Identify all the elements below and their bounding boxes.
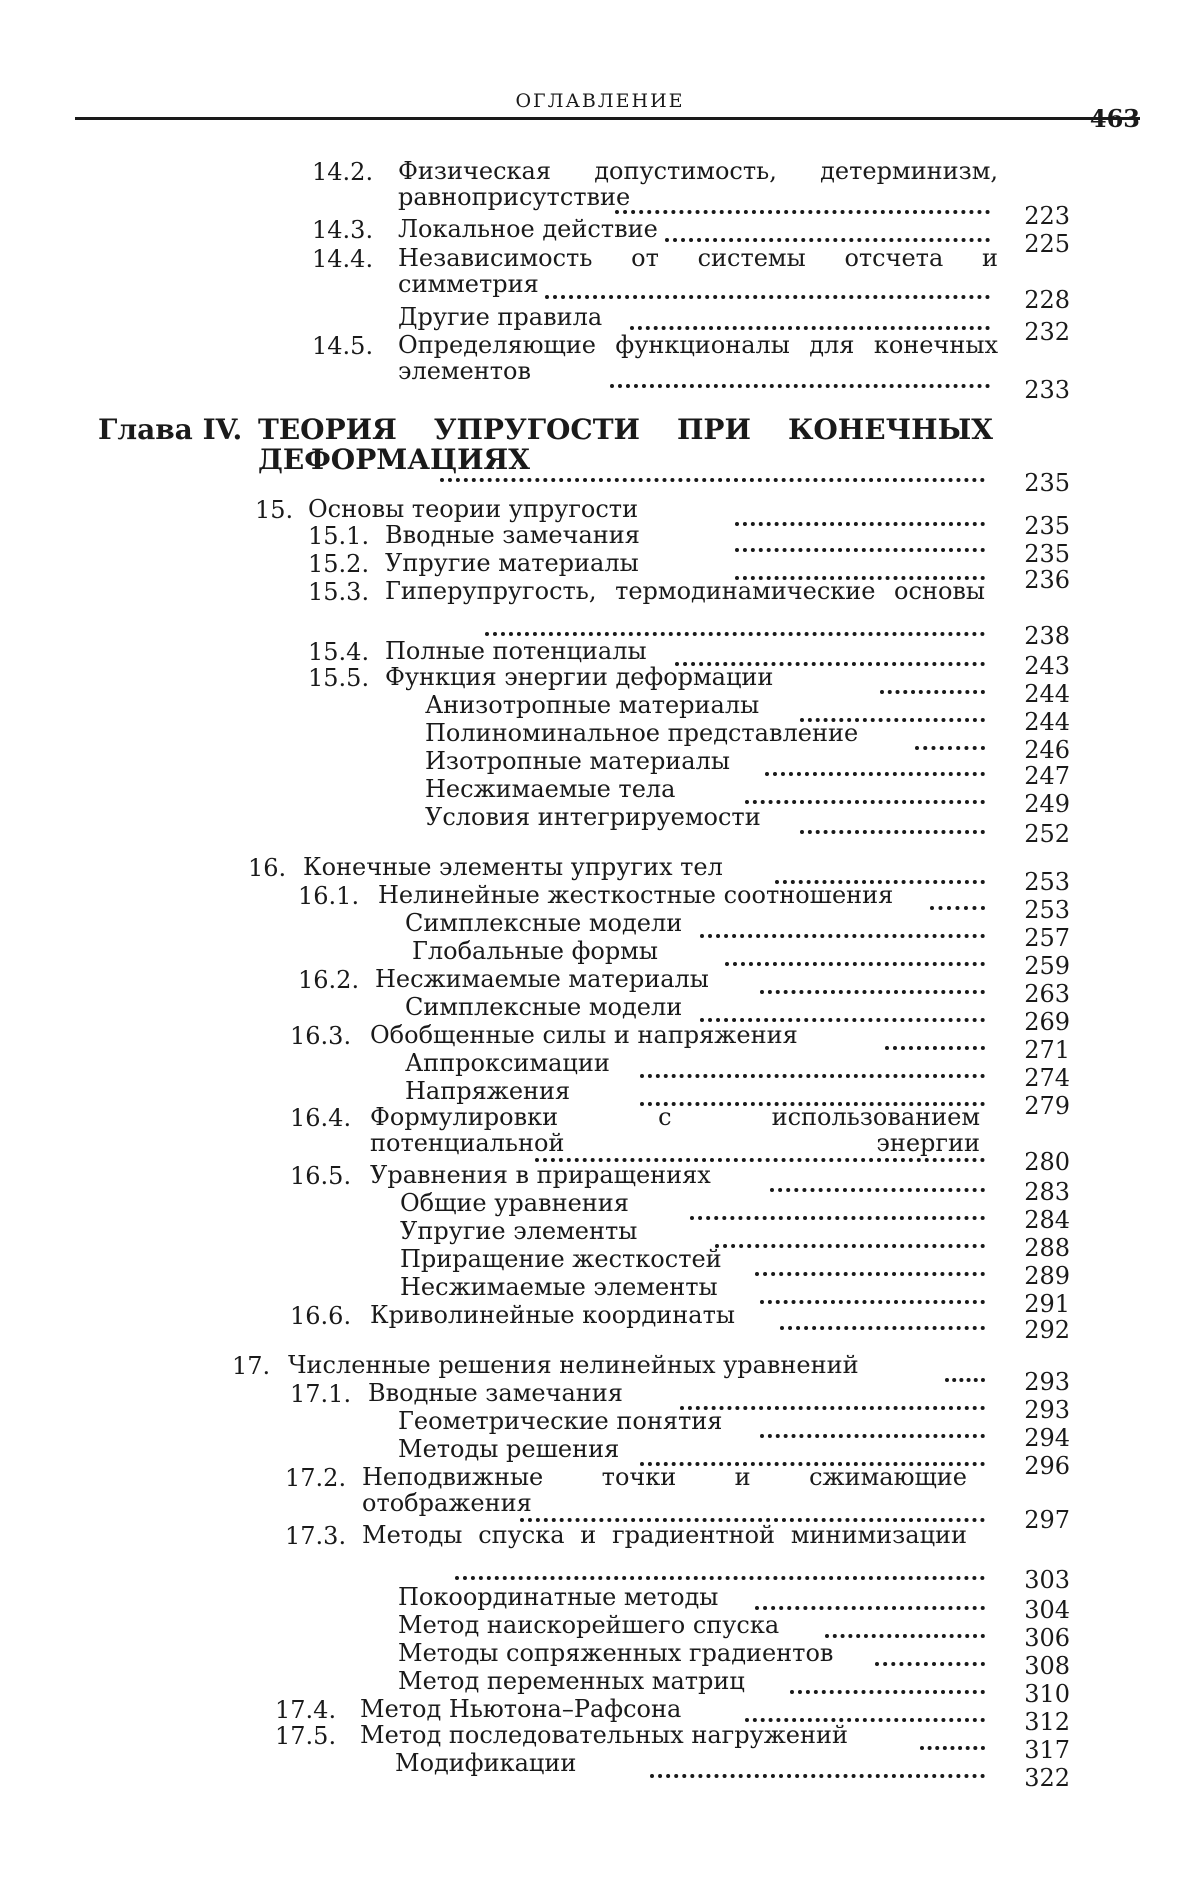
toc-entry-page: 257: [1024, 924, 1070, 952]
toc-entry-title: Анизотропные материалы: [425, 691, 760, 719]
toc-entry-page: 249: [1024, 790, 1070, 818]
toc-entry-page: 246: [1024, 736, 1070, 764]
toc-entry-title: Физическая допустимость, детерминизм, равноприсутствие: [398, 157, 998, 211]
toc-entry-title: Метод последовательных нагружений: [360, 1721, 848, 1749]
toc-entry-page: 253: [1024, 868, 1070, 896]
dot-leader: [485, 632, 985, 636]
toc-entry-title: Другие правила: [398, 303, 603, 331]
toc-entry-title: Покоординатные методы: [398, 1583, 719, 1611]
toc-entry-page: 322: [1024, 1764, 1070, 1792]
toc-entry-page: 225: [1024, 230, 1070, 258]
dot-leader: [930, 906, 985, 910]
toc-entry-page: 317: [1024, 1736, 1070, 1764]
toc-entry-page: 235: [1024, 512, 1070, 540]
toc-entry-page: 304: [1024, 1596, 1070, 1624]
toc-entry-title: Методы спуска и градиентной минимизации: [362, 1521, 967, 1549]
toc-entry-number: 17.2.: [285, 1464, 347, 1492]
toc-entry-title: Основы теории упругости: [308, 495, 639, 523]
dot-leader: [735, 522, 985, 526]
toc-entry-number: 16.2.: [298, 966, 360, 994]
dot-leader: [545, 295, 990, 299]
toc-entry-page: 289: [1024, 1262, 1070, 1290]
dot-leader: [920, 1746, 985, 1750]
toc-entry-title: Вводные замечания: [368, 1379, 623, 1407]
dot-leader: [885, 1046, 985, 1050]
dot-leader: [780, 1326, 985, 1330]
toc-entry-title: Криволинейные координаты: [370, 1301, 735, 1329]
toc-entry-number: 16.3.: [290, 1022, 352, 1050]
dot-leader: [880, 690, 985, 694]
toc-entry-page: 247: [1024, 762, 1070, 790]
toc-entry-title: Симплексные модели: [405, 909, 683, 937]
dot-leader: [650, 1774, 985, 1778]
dot-leader: [630, 326, 990, 330]
dot-leader: [760, 1434, 985, 1438]
dot-leader: [760, 990, 985, 994]
toc-entry-page: 294: [1024, 1424, 1070, 1452]
toc-entry-number: 14.3.: [312, 216, 374, 244]
toc-entry-title: Упругие материалы: [385, 549, 639, 577]
toc-entry-page: 283: [1024, 1178, 1070, 1206]
toc-entry-number: 15.2.: [308, 550, 370, 578]
dot-leader: [770, 1188, 985, 1192]
toc-entry-title: Методы сопряженных градиентов: [398, 1639, 834, 1667]
toc-entry-title: Конечные элементы упругих тел: [303, 853, 723, 881]
toc-entry-page: 238: [1024, 622, 1070, 650]
toc-entry-title: Изотропные материалы: [425, 747, 730, 775]
toc-entry-title: Условия интегрируемости: [425, 803, 761, 831]
toc-entry-page: 244: [1024, 708, 1070, 736]
toc-entry-page: 271: [1024, 1036, 1070, 1064]
dot-leader: [455, 1576, 985, 1580]
toc-entry-page: 280: [1024, 1148, 1070, 1176]
toc-entry-title: Упругие элементы: [400, 1217, 638, 1245]
toc-entry-title: Определяющие функционалы для конечных элементов: [398, 331, 998, 385]
toc-entry-title: Модификации: [395, 1749, 577, 1777]
toc-entry-page: 269: [1024, 1008, 1070, 1036]
dot-leader: [825, 1634, 985, 1638]
toc-entry-page: 306: [1024, 1624, 1070, 1652]
toc-entry-title: Несжимаемые тела: [425, 775, 676, 803]
toc-entry-page: 233: [1024, 376, 1070, 404]
toc-entry-page: 312: [1024, 1708, 1070, 1736]
toc-entry-number: 16.5.: [290, 1162, 352, 1190]
dot-leader: [755, 1606, 985, 1610]
toc-entry-page: 310: [1024, 1680, 1070, 1708]
toc-entry-number: 15.: [255, 496, 294, 524]
toc-entry-title: Симплексные модели: [405, 993, 683, 1021]
toc-entry-page: 297: [1024, 1506, 1070, 1534]
toc-entry-page: 293: [1024, 1368, 1070, 1396]
toc-entry-title: Полные потенциалы: [385, 637, 647, 665]
toc-entry-number: 17.: [232, 1352, 271, 1380]
toc-entry-number: 14.5.: [312, 332, 374, 360]
toc-entry-page: 252: [1024, 820, 1070, 848]
toc-entry-page: 253: [1024, 896, 1070, 924]
toc-entry-title: Функция энергии деформации: [385, 663, 774, 691]
dot-leader: [665, 238, 990, 242]
toc-entry-page: 235: [1024, 540, 1070, 568]
toc-entry-title: Несжимаемые элементы: [400, 1273, 718, 1301]
toc-entry-page: 284: [1024, 1206, 1070, 1234]
dot-leader: [745, 800, 985, 804]
dot-leader: [725, 962, 985, 966]
toc-entry-page: 296: [1024, 1452, 1070, 1480]
dot-leader: [945, 1378, 985, 1382]
toc-entry-title: Глобальные формы: [412, 937, 658, 965]
toc-entry-title: Приращение жесткостей: [400, 1245, 722, 1273]
toc-entry-page: 263: [1024, 980, 1070, 1008]
toc-entry-number: 15.4.: [308, 638, 370, 666]
toc-entry-page: 236: [1024, 566, 1070, 594]
dot-leader: [610, 384, 990, 388]
dot-leader: [755, 1272, 985, 1276]
toc-entry-title: Метод наискорейшего спуска: [398, 1611, 780, 1639]
toc-entry-number: 14.2.: [312, 158, 374, 186]
dot-leader: [440, 478, 985, 482]
toc-entry-page: 279: [1024, 1092, 1070, 1120]
toc-entry-title: Метод переменных матриц: [398, 1667, 745, 1695]
dot-leader: [700, 934, 985, 938]
dot-leader: [765, 772, 985, 776]
toc-entry-number: 15.5.: [308, 664, 370, 692]
dot-leader: [790, 1690, 985, 1694]
toc-entry-title: Общие уравнения: [400, 1189, 629, 1217]
toc-entry-title: Локальное действие: [398, 215, 658, 243]
toc-entry-title: Вводные замечания: [385, 521, 640, 549]
toc-entry-page: 223: [1024, 202, 1070, 230]
toc-entry-title: ТЕОРИЯ УПРУГОСТИ ПРИ КОНЕЧНЫХ ДЕФОРМАЦИЯХ: [258, 413, 993, 476]
toc-entry-title: Уравнения в приращениях: [370, 1161, 711, 1189]
dot-leader: [915, 746, 985, 750]
toc-entry-number: 16.4.: [290, 1104, 352, 1132]
toc-entry-title: Гиперупругость, термодинамические основы: [385, 577, 985, 605]
dot-leader: [615, 210, 990, 214]
toc-entry-title: Неподвижные точки и сжимающие отображения: [362, 1463, 967, 1517]
toc-entry-title: Независимость от системы отсчета и симметрия: [398, 244, 998, 298]
toc-entry-title: Формулировки с использованием потенциальной энергии: [370, 1103, 980, 1157]
toc-entry-page: 292: [1024, 1316, 1070, 1344]
dot-leader: [875, 1662, 985, 1666]
toc-entry-page: 244: [1024, 680, 1070, 708]
toc-entry-title: Напряжения: [405, 1077, 571, 1105]
toc-entry-number: 17.5.: [275, 1722, 337, 1750]
toc-entry-title: Аппроксимации: [405, 1049, 610, 1077]
toc-entry-page: 288: [1024, 1234, 1070, 1262]
toc-entry-title: Обобщенные силы и напряжения: [370, 1021, 798, 1049]
toc-entry-page: 243: [1024, 652, 1070, 680]
toc-entry-number: 17.1.: [290, 1380, 352, 1408]
dot-leader: [735, 548, 985, 552]
dot-leader: [640, 1074, 985, 1078]
toc-entry-title: Несжимаемые материалы: [375, 965, 709, 993]
toc-entry-number: Глава IV.: [98, 413, 243, 446]
toc-entry-page: 259: [1024, 952, 1070, 980]
toc-entry-number: 16.6.: [290, 1302, 352, 1330]
toc-entry-title: Полиноминальное представление: [425, 719, 859, 747]
dot-leader: [690, 1216, 985, 1220]
toc-entry-number: 17.4.: [275, 1696, 337, 1724]
page-number: 463: [1089, 104, 1140, 133]
toc-entry-number: 17.3.: [285, 1522, 347, 1550]
toc-entry-page: 228: [1024, 286, 1070, 314]
toc-entry-title: Численные решения нелинейных уравнений: [288, 1351, 859, 1379]
toc-entry-page: 293: [1024, 1396, 1070, 1424]
toc-entry-title: Методы решения: [398, 1435, 620, 1463]
toc-entry-page: 232: [1024, 318, 1070, 346]
toc-entry-number: 16.1.: [298, 882, 360, 910]
toc-entry-page: 235: [1024, 469, 1070, 497]
toc-entry-number: 16.: [248, 854, 287, 882]
dot-leader: [715, 1244, 985, 1248]
dot-leader: [800, 830, 985, 834]
toc-entry-page: 308: [1024, 1652, 1070, 1680]
running-header-title: ОГЛАВЛЕНИЕ: [515, 90, 685, 112]
toc-entry-number: 15.3.: [308, 578, 370, 606]
toc-entry-title: Нелинейные жесткостные соотношения: [378, 881, 894, 909]
toc-entry-number: 14.4.: [312, 245, 374, 273]
toc-entry-page: 291: [1024, 1290, 1070, 1318]
toc-entry-title: Метод Ньютона–Рафсона: [360, 1695, 682, 1723]
toc-entry-page: 303: [1024, 1566, 1070, 1594]
toc-entry-title: Геометрические понятия: [398, 1407, 723, 1435]
dot-leader: [760, 1300, 985, 1304]
toc-entry-page: 274: [1024, 1064, 1070, 1092]
toc-entry-number: 15.1.: [308, 522, 370, 550]
dot-leader: [680, 1406, 985, 1410]
